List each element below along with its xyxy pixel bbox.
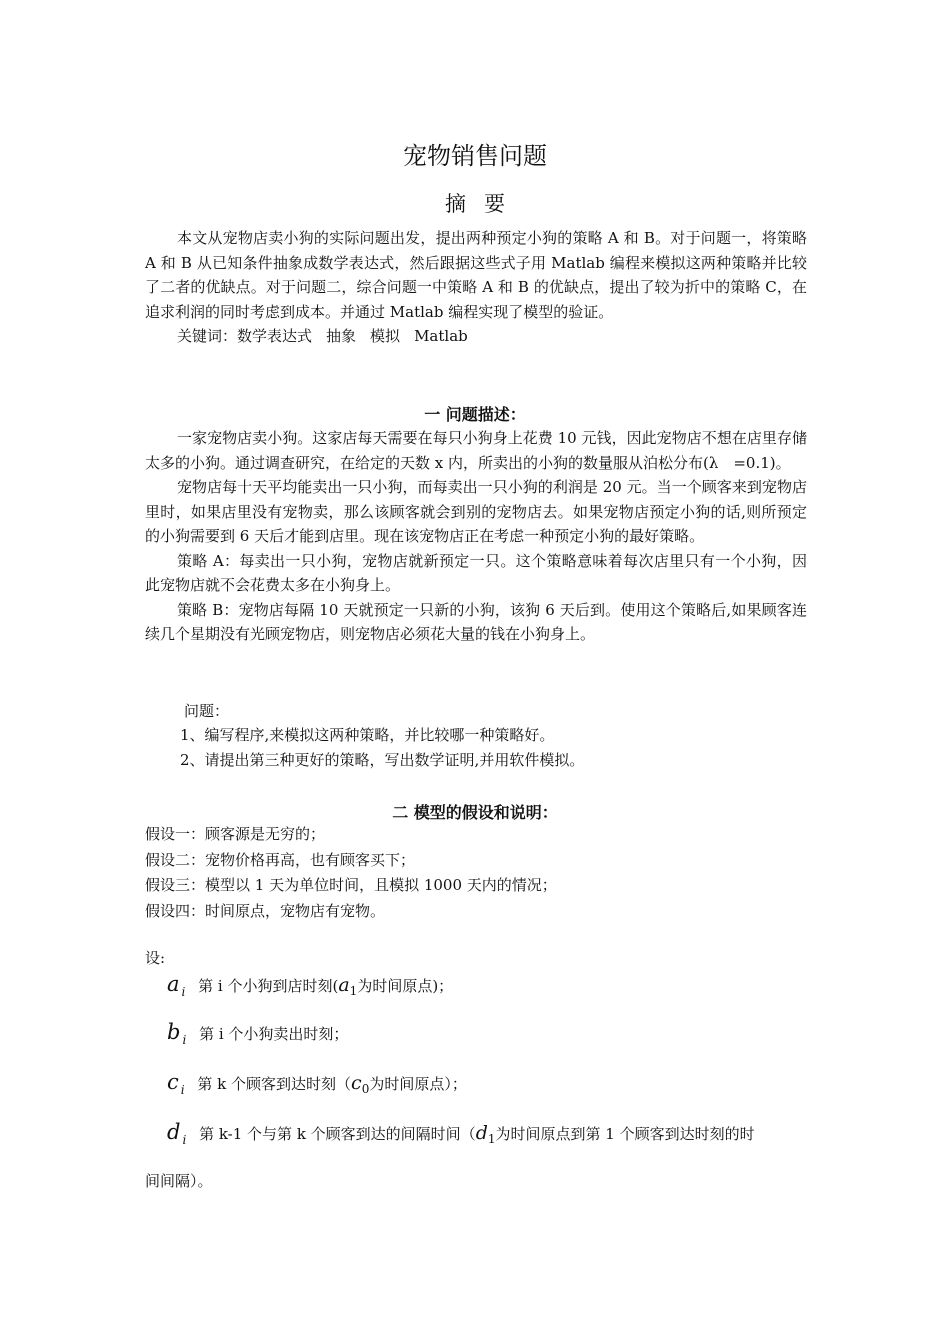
section1-paragraph: 宠物店每十天平均能卖出一只小狗，而每卖出一只小狗的利润是 20 元。当一个顾客来到宠物店里时，如果店里没有宠物卖，那么该顾客就会到别的宠物店去。如果宠物店预定小狗的话,则所预定的小狗需要到 6 天后才能到店里。现在该宠物店正在考虑一种预定小狗的最好策略。: [145, 478, 807, 545]
assumption-item: 假设一：顾客源是无穷的；: [145, 825, 326, 843]
definition-row: [167, 1120, 829, 1147]
math-subscript: 0: [361, 1082, 370, 1096]
assumption-item: 假设二：宠物价格再高，也有顾客买下；: [145, 850, 416, 869]
section1-heading: 一 问题描述：: [424, 405, 526, 424]
question-item: 1、编写程序,来模拟这两种策略，并比较哪一种策略好。: [180, 726, 555, 744]
assumption-item: 假设四：时间原点，宠物店有宠物。: [145, 901, 386, 920]
abstract-paragraph: 本文从宠物店卖小狗的实际问题出发，提出两种预定小狗的策略 A 和 B。对于问题一，将策略 A 和 B 从已知条件抽象成数学表达式，然后跟据这些式子用 Matlab 编程来模拟这两种策略并比较了二者的优缺点。对于问题二，综合问题一中策略 A 和 B 的优缺点，提出了较为折中的策略 C，在追求利润的同时考虑到成本。并通过 Matlab 编程实现了模型的验证。: [145, 229, 807, 321]
abstract-block: [145, 226, 807, 349]
math-symbol: d: [475, 1122, 488, 1144]
keyword-item: 抽象: [326, 327, 357, 345]
math-subscript: 1: [349, 984, 358, 998]
math-subscript: i: [182, 1133, 187, 1147]
keywords-label: 关键词：: [177, 327, 238, 345]
math-symbol: c: [351, 1072, 362, 1094]
section1-paragraph: 策略 B：宠物店每隔 10 天就预定一只新的小狗，该狗 6 天后到。使用这个策略后,如果顾客连续几个星期没有光顾宠物店，则宠物店必须花大量的钱在小狗身上。: [145, 600, 807, 643]
definition-row: [167, 1070, 829, 1097]
definition-row: [167, 972, 829, 999]
definition-text: 为时间原点）；: [369, 1075, 467, 1093]
definition-text: 为时间原点)；: [357, 977, 454, 995]
math-symbol: a: [167, 972, 180, 996]
keyword-item: Matlab: [414, 327, 468, 345]
math-subscript: i: [180, 1083, 185, 1097]
definition-text: 为时间原点到第 1 个顾客到达时刻的时: [495, 1125, 755, 1143]
section2-heading: 二 模型的假设和说明：: [392, 803, 558, 822]
abstract-heading: 摘要: [445, 192, 523, 216]
definition-text: 第 i 个小狗到店时刻(: [198, 977, 339, 995]
keyword-item: 模拟: [370, 327, 401, 345]
question-item: 2、请提出第三种更好的策略，写出数学证明,并用软件模拟。: [180, 751, 585, 769]
definition-text: 第 i 个小狗卖出时刻；: [199, 1025, 349, 1043]
section1-paragraph: 一家宠物店卖小狗。这家店每天需要在每只小狗身上花费 10 元钱，因此宠物店不想在店里存储太多的小狗。通过调查研究，在给定的天数 x 内，所卖出的小狗的数量服从泊松分布(λ =0.1)。: [145, 429, 807, 472]
assumption-item: 假设三：模型以 1 天为单位时间，且模拟 1000 天内的情况；: [145, 876, 557, 894]
section1-body: [145, 426, 807, 647]
definition-row: [167, 1020, 829, 1047]
questions-list: [180, 723, 584, 773]
math-subscript: i: [181, 985, 186, 999]
assumptions-list: [145, 822, 557, 924]
math-subscript: i: [182, 1033, 187, 1047]
questions-label: 问题：: [184, 702, 230, 720]
section1-paragraph: 策略 A：每卖出一只小狗，宠物店就新预定一只。这个策略意味着每次店里只有一个小狗，因此宠物店就不会花费太多在小狗身上。: [145, 551, 807, 594]
math-symbol: a: [338, 974, 350, 996]
keywords-line: [145, 324, 807, 349]
math-symbol: b: [167, 1020, 181, 1044]
definition-text: 第 k 个顾客到达时刻（: [197, 1075, 352, 1093]
math-symbol: d: [167, 1120, 181, 1144]
keyword-item: 数学表达式: [237, 327, 313, 345]
math-subscript: 1: [487, 1132, 496, 1146]
definition-continuation: 间间隔）。: [145, 1172, 213, 1190]
paper-title: 宠物销售问题: [403, 142, 547, 170]
math-symbol: c: [167, 1070, 179, 1094]
let-label: 设:: [145, 949, 166, 967]
definition-text: 第 k-1 个与第 k 个顾客到达的间隔时间（: [199, 1125, 476, 1143]
